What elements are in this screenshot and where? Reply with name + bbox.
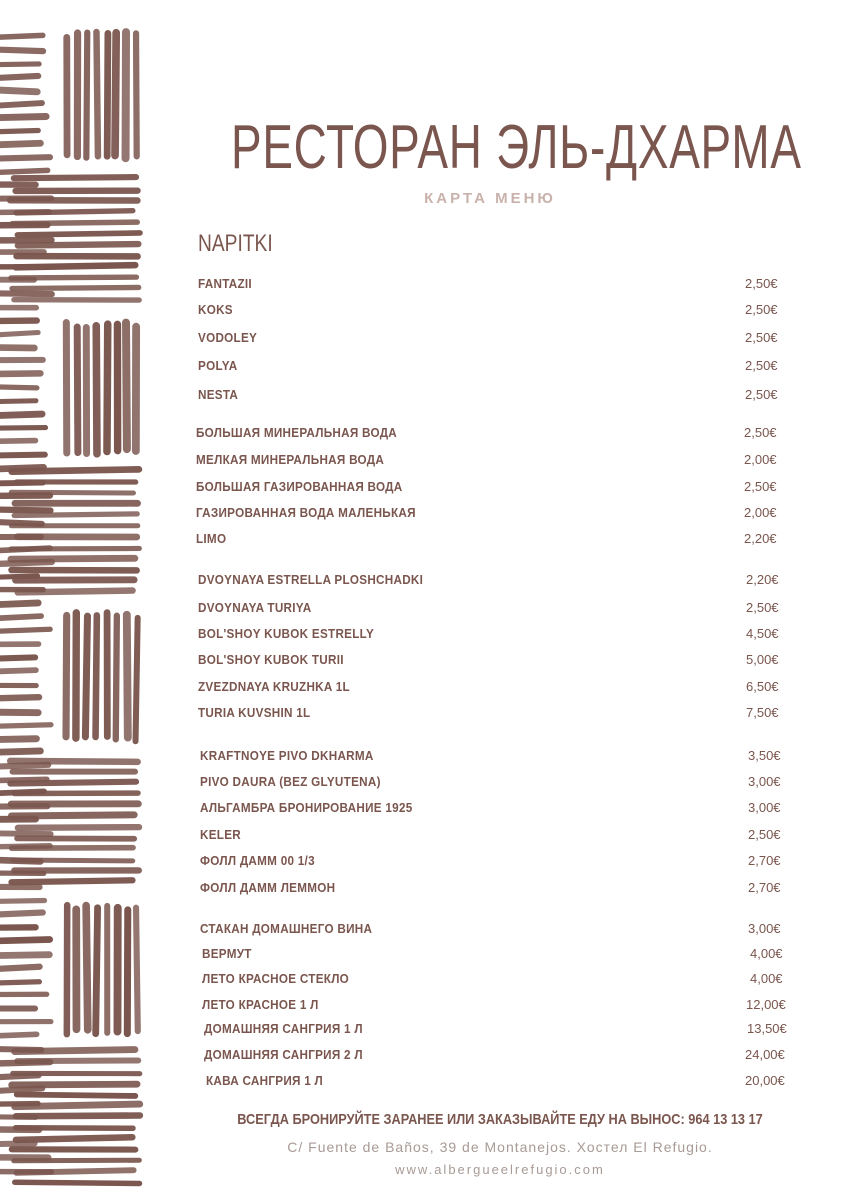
menu-item-price: 4,00€ xyxy=(750,971,783,986)
menu-item-price: 2,50€ xyxy=(745,302,778,317)
menu-item-price: 3,00€ xyxy=(748,800,781,815)
menu-item-price: 2,50€ xyxy=(746,600,779,615)
menu-item-price: 20,00€ xyxy=(745,1073,785,1088)
menu-item-price: 2,20€ xyxy=(746,572,779,587)
menu-item-name: БОЛЬШАЯ МИНЕРАЛЬНАЯ ВОДА xyxy=(196,425,398,440)
menu-item-price: 6,50€ xyxy=(746,679,779,694)
menu-item-price: 4,50€ xyxy=(746,626,779,641)
menu-item-name: СТАКАН ДОМАШНЕГО ВИНА xyxy=(200,921,373,936)
menu-item-name: БОЛЬШАЯ ГАЗИРОВАННАЯ ВОДА xyxy=(196,479,403,494)
menu-item-price: 2,50€ xyxy=(748,827,781,842)
address-line: C/ Fuente de Baños, 39 de Montanejos. Хостел El Refugio. xyxy=(287,1139,713,1155)
menu-item-price: 2,50€ xyxy=(745,387,778,402)
menu-item-name: ДОМАШНЯЯ САНГРИЯ 2 Л xyxy=(204,1047,363,1062)
menu-item-price: 2,50€ xyxy=(745,358,778,373)
menu-item-price: 3,00€ xyxy=(748,921,781,936)
menu-item-name: KELER xyxy=(200,827,242,842)
menu-item-price: 24,00€ xyxy=(745,1047,785,1062)
menu-item-name: ВЕРМУТ xyxy=(202,946,252,961)
menu-item-name: FANTAZII xyxy=(198,276,252,291)
menu-item-name: DVOYNAYA ESTRELLA PLOSHCHADKI xyxy=(198,572,424,587)
menu-item-name: TURIA KUVSHIN 1L xyxy=(198,705,311,720)
menu-item-price: 2,50€ xyxy=(745,276,778,291)
menu-item-name: ФОЛЛ ДАММ ЛЕММОН xyxy=(200,880,336,895)
menu-item-name: ЛЕТО КРАСНОЕ 1 Л xyxy=(202,997,319,1012)
menu-item-price: 2,50€ xyxy=(744,479,777,494)
menu-item-name: АЛЬГАМБРА БРОНИРОВАНИЕ 1925 xyxy=(200,800,413,815)
menu-item-price: 7,50€ xyxy=(746,705,779,720)
menu-item-name: ГАЗИРОВАННАЯ ВОДА МАЛЕНЬКАЯ xyxy=(196,505,416,520)
page-subtitle: КАРТА МЕНЮ xyxy=(424,190,556,207)
section-heading: NAPITKI xyxy=(198,230,273,257)
menu-item-name: KRAFTNOYE PIVO DKHARMA xyxy=(200,748,374,763)
decorative-stripe-pattern xyxy=(0,0,150,1200)
menu-item-price: 4,00€ xyxy=(750,946,783,961)
menu-item-price: 2,70€ xyxy=(748,880,781,895)
menu-item-name: ZVEZDNAYA KRUZHKA 1L xyxy=(198,679,350,694)
menu-item-price: 2,50€ xyxy=(744,425,777,440)
website-link[interactable]: www.albergueelrefugio.com xyxy=(395,1162,605,1177)
menu-item-name: VODOLEY xyxy=(198,330,258,345)
menu-item-name: LIMO xyxy=(196,531,227,546)
menu-item-price: 12,00€ xyxy=(746,997,786,1012)
page-title: РЕСТОРАН ЭЛЬ-ДХАРМА xyxy=(231,113,802,182)
menu-item-name: BOL'SHOY KUBOK ESTRELLY xyxy=(198,626,375,641)
menu-item-price: 5,00€ xyxy=(746,652,779,667)
menu-item-price: 2,00€ xyxy=(744,452,777,467)
menu-item-price: 2,50€ xyxy=(745,330,778,345)
menu-item-name: КАВА САНГРИЯ 1 Л xyxy=(206,1073,324,1088)
menu-item-name: NESTA xyxy=(198,387,239,402)
menu-item-name: ЛЕТО КРАСНОЕ СТЕКЛО xyxy=(202,971,350,986)
menu-item-name: ДОМАШНЯЯ САНГРИЯ 1 Л xyxy=(204,1021,363,1036)
menu-item-name: PIVO DAURA (BEZ GLYUTENA) xyxy=(200,774,381,789)
menu-item-price: 13,50€ xyxy=(747,1021,787,1036)
menu-item-name: DVOYNAYA TURIYA xyxy=(198,600,312,615)
menu-item-name: KOKS xyxy=(198,302,233,317)
menu-item-name: POLYA xyxy=(198,358,238,373)
menu-item-name: ФОЛЛ ДАММ 00 1/3 xyxy=(200,853,315,868)
booking-notice: ВСЕГДА БРОНИРУЙТЕ ЗАРАНЕЕ ИЛИ ЗАКАЗЫВАЙТЕ ЕДУ НА ВЫНОС: 964 13 13 17 xyxy=(237,1111,763,1128)
menu-item-price: 3,00€ xyxy=(748,774,781,789)
menu-item-name: МЕЛКАЯ МИНЕРАЛЬНАЯ ВОДА xyxy=(196,452,385,467)
menu-item-price: 2,20€ xyxy=(744,531,777,546)
menu-item-price: 2,00€ xyxy=(744,505,777,520)
menu-item-price: 3,50€ xyxy=(748,748,781,763)
menu-item-name: BOL'SHOY KUBOK TURII xyxy=(198,652,344,667)
menu-item-price: 2,70€ xyxy=(748,853,781,868)
